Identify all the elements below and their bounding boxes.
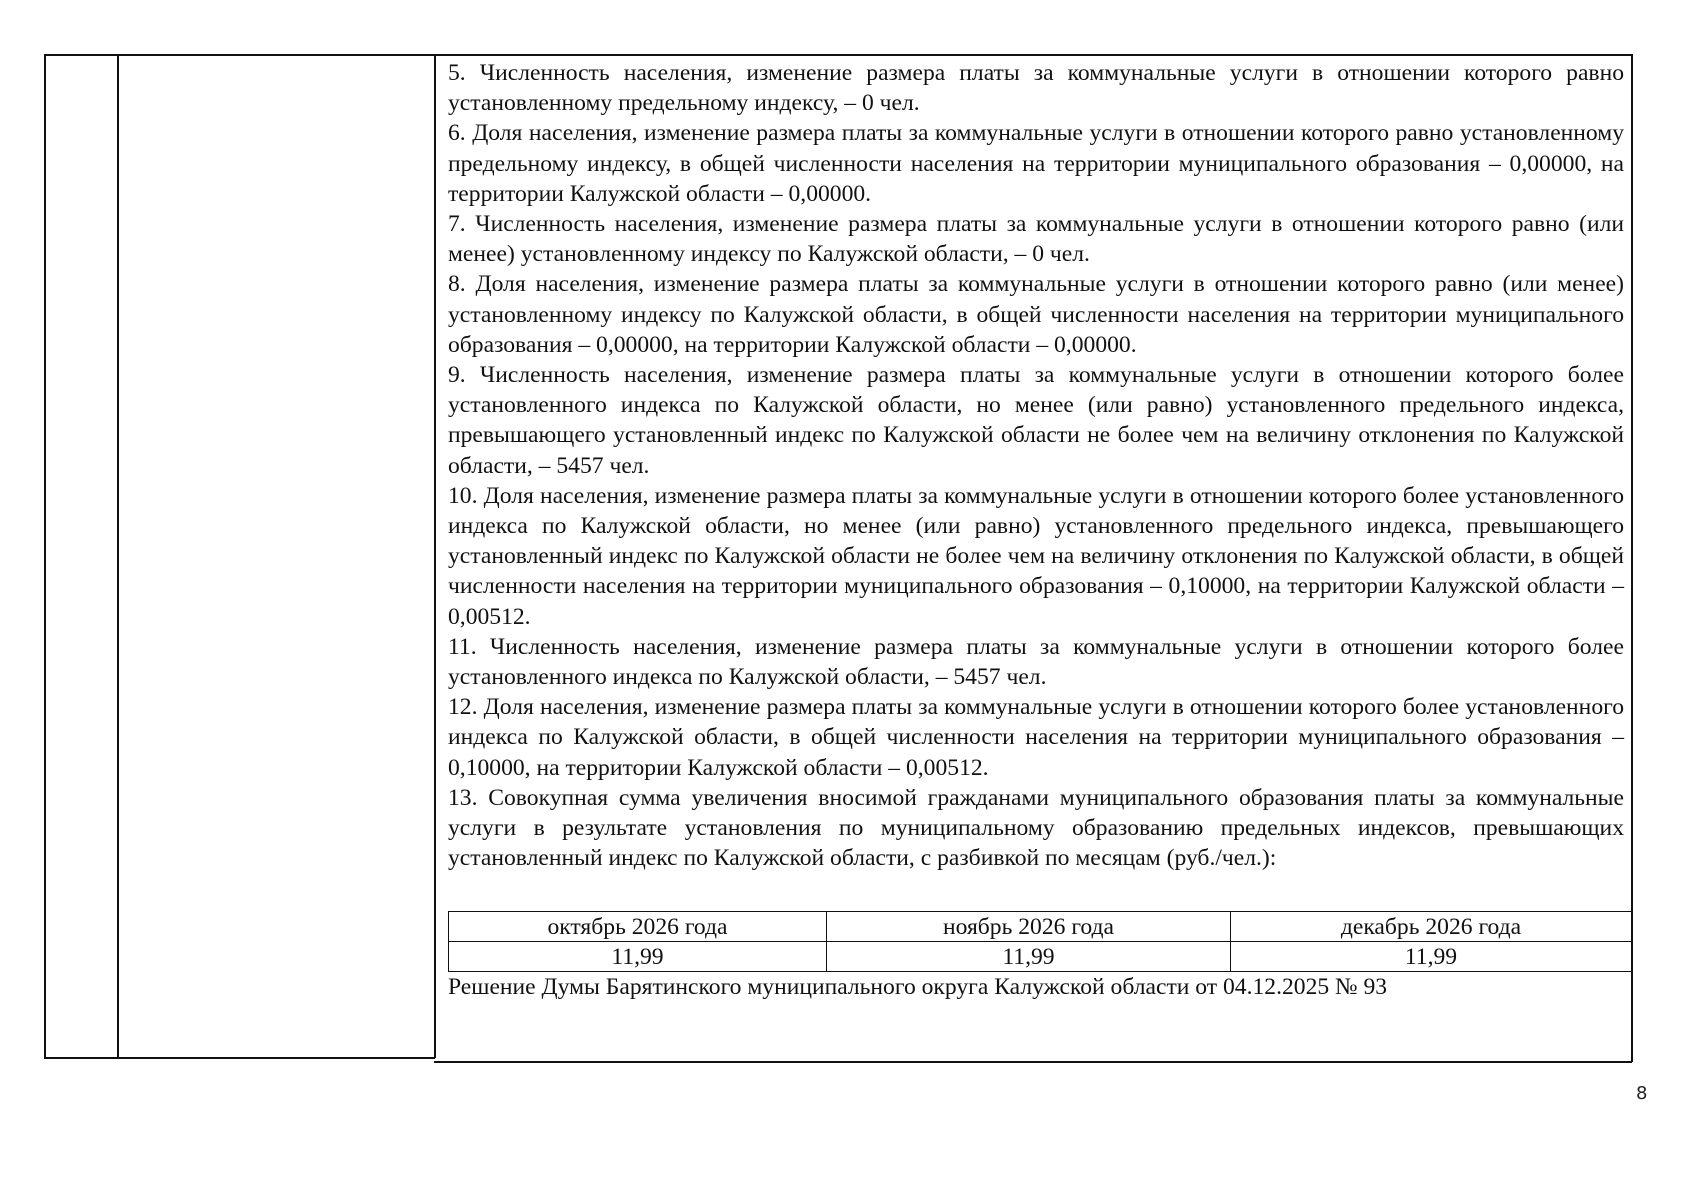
page-number: 8 [1636, 1083, 1648, 1104]
table-header-cell: декабрь 2026 года [1231, 912, 1632, 942]
table-cell: 11,99 [1231, 942, 1632, 972]
list-item: 9. Численность населения, изменение размера платы за коммунальные услуги в отношении которого более установленного индекса по Калужской области, но менее (или равно) установленного предельного индекса, превышающего установленный индекс по Калужской области не более чем на величину отклонения по Калужской области, – 5457 чел. [448, 362, 1624, 479]
decision-reference: Решение Думы Барятинского муниципального округа Калужской области от 04.12.2025 № 93 [448, 974, 1388, 1000]
table-header-cell: октябрь 2026 года [449, 912, 827, 942]
indicator-list [448, 58, 1624, 873]
table-left-border [44, 54, 46, 1058]
table-cell: 11,99 [827, 942, 1231, 972]
list-item: 10. Доля населения, изменение размера платы за коммунальные услуги в отношении которого более установленного индекса по Калужской области, но менее (или равно) установленного предельного индекса, превышающего установленный индекс по Калужской области не более чем на величину отклонения по Калужской области, в общей численности населения на территории муниципального образования – 0,10000, на территории Калужской области – 0,00512. [448, 482, 1624, 630]
list-item: 8. Доля населения, изменение размера платы за коммунальные услуги в отношении которого равно (или менее) установленному индексу по Калужской области, в общей численности населения на территории муниципального образования – 0,00000, на территории Калужской области – 0,00000. [448, 271, 1624, 358]
list-item: 12. Доля населения, изменение размера платы за коммунальные услуги в отношении которого более установленного индекса по Калужской области, в общей численности населения на территории муниципального образования – 0,10000, на территории Калужской области – 0,00512. [448, 694, 1624, 781]
table-col2-divider [434, 54, 436, 1058]
table-bottom-border-right [434, 1061, 1632, 1063]
list-item: 7. Численность населения, изменение размера платы за коммунальные услуги в отношении которого равно (или менее) установленному индексу по Калужской области, – 0 чел. [448, 211, 1624, 268]
list-item: 11. Численность населения, изменение размера платы за коммунальные услуги в отношении которого более установленного индекса по Калужской области, – 5457 чел. [448, 633, 1624, 691]
list-item: 5. Численность населения, изменение размера платы за коммунальные услуги в отношении которого равно установленному предельному индексу, – 0 чел. [448, 60, 1624, 117]
table-bottom-border-left [44, 1057, 435, 1059]
monthly-sum-table [448, 911, 1632, 972]
table-top-border [44, 54, 1632, 56]
list-item: 6. Доля населения, изменение размера платы за коммунальные услуги в отношении которого равно установленному предельному индексу, в общей численности населения на территории муниципального образования – 0,00000, на территории Калужской области – 0,00000. [448, 120, 1624, 207]
table-col1-divider [117, 54, 119, 1058]
table-row [449, 942, 1632, 972]
list-item: 13. Совокупная сумма увеличения вносимой гражданами муниципального образования платы за коммунальные услуги в результате установления по муниципальному образованию предельных индексов, превышающих установленный индекс по Калужской области, с разбивкой по месяцам (руб./чел.): [448, 784, 1624, 872]
table-header-cell: ноябрь 2026 года [827, 912, 1231, 942]
table-cell: 11,99 [449, 942, 827, 972]
table-header-row [449, 912, 1632, 942]
